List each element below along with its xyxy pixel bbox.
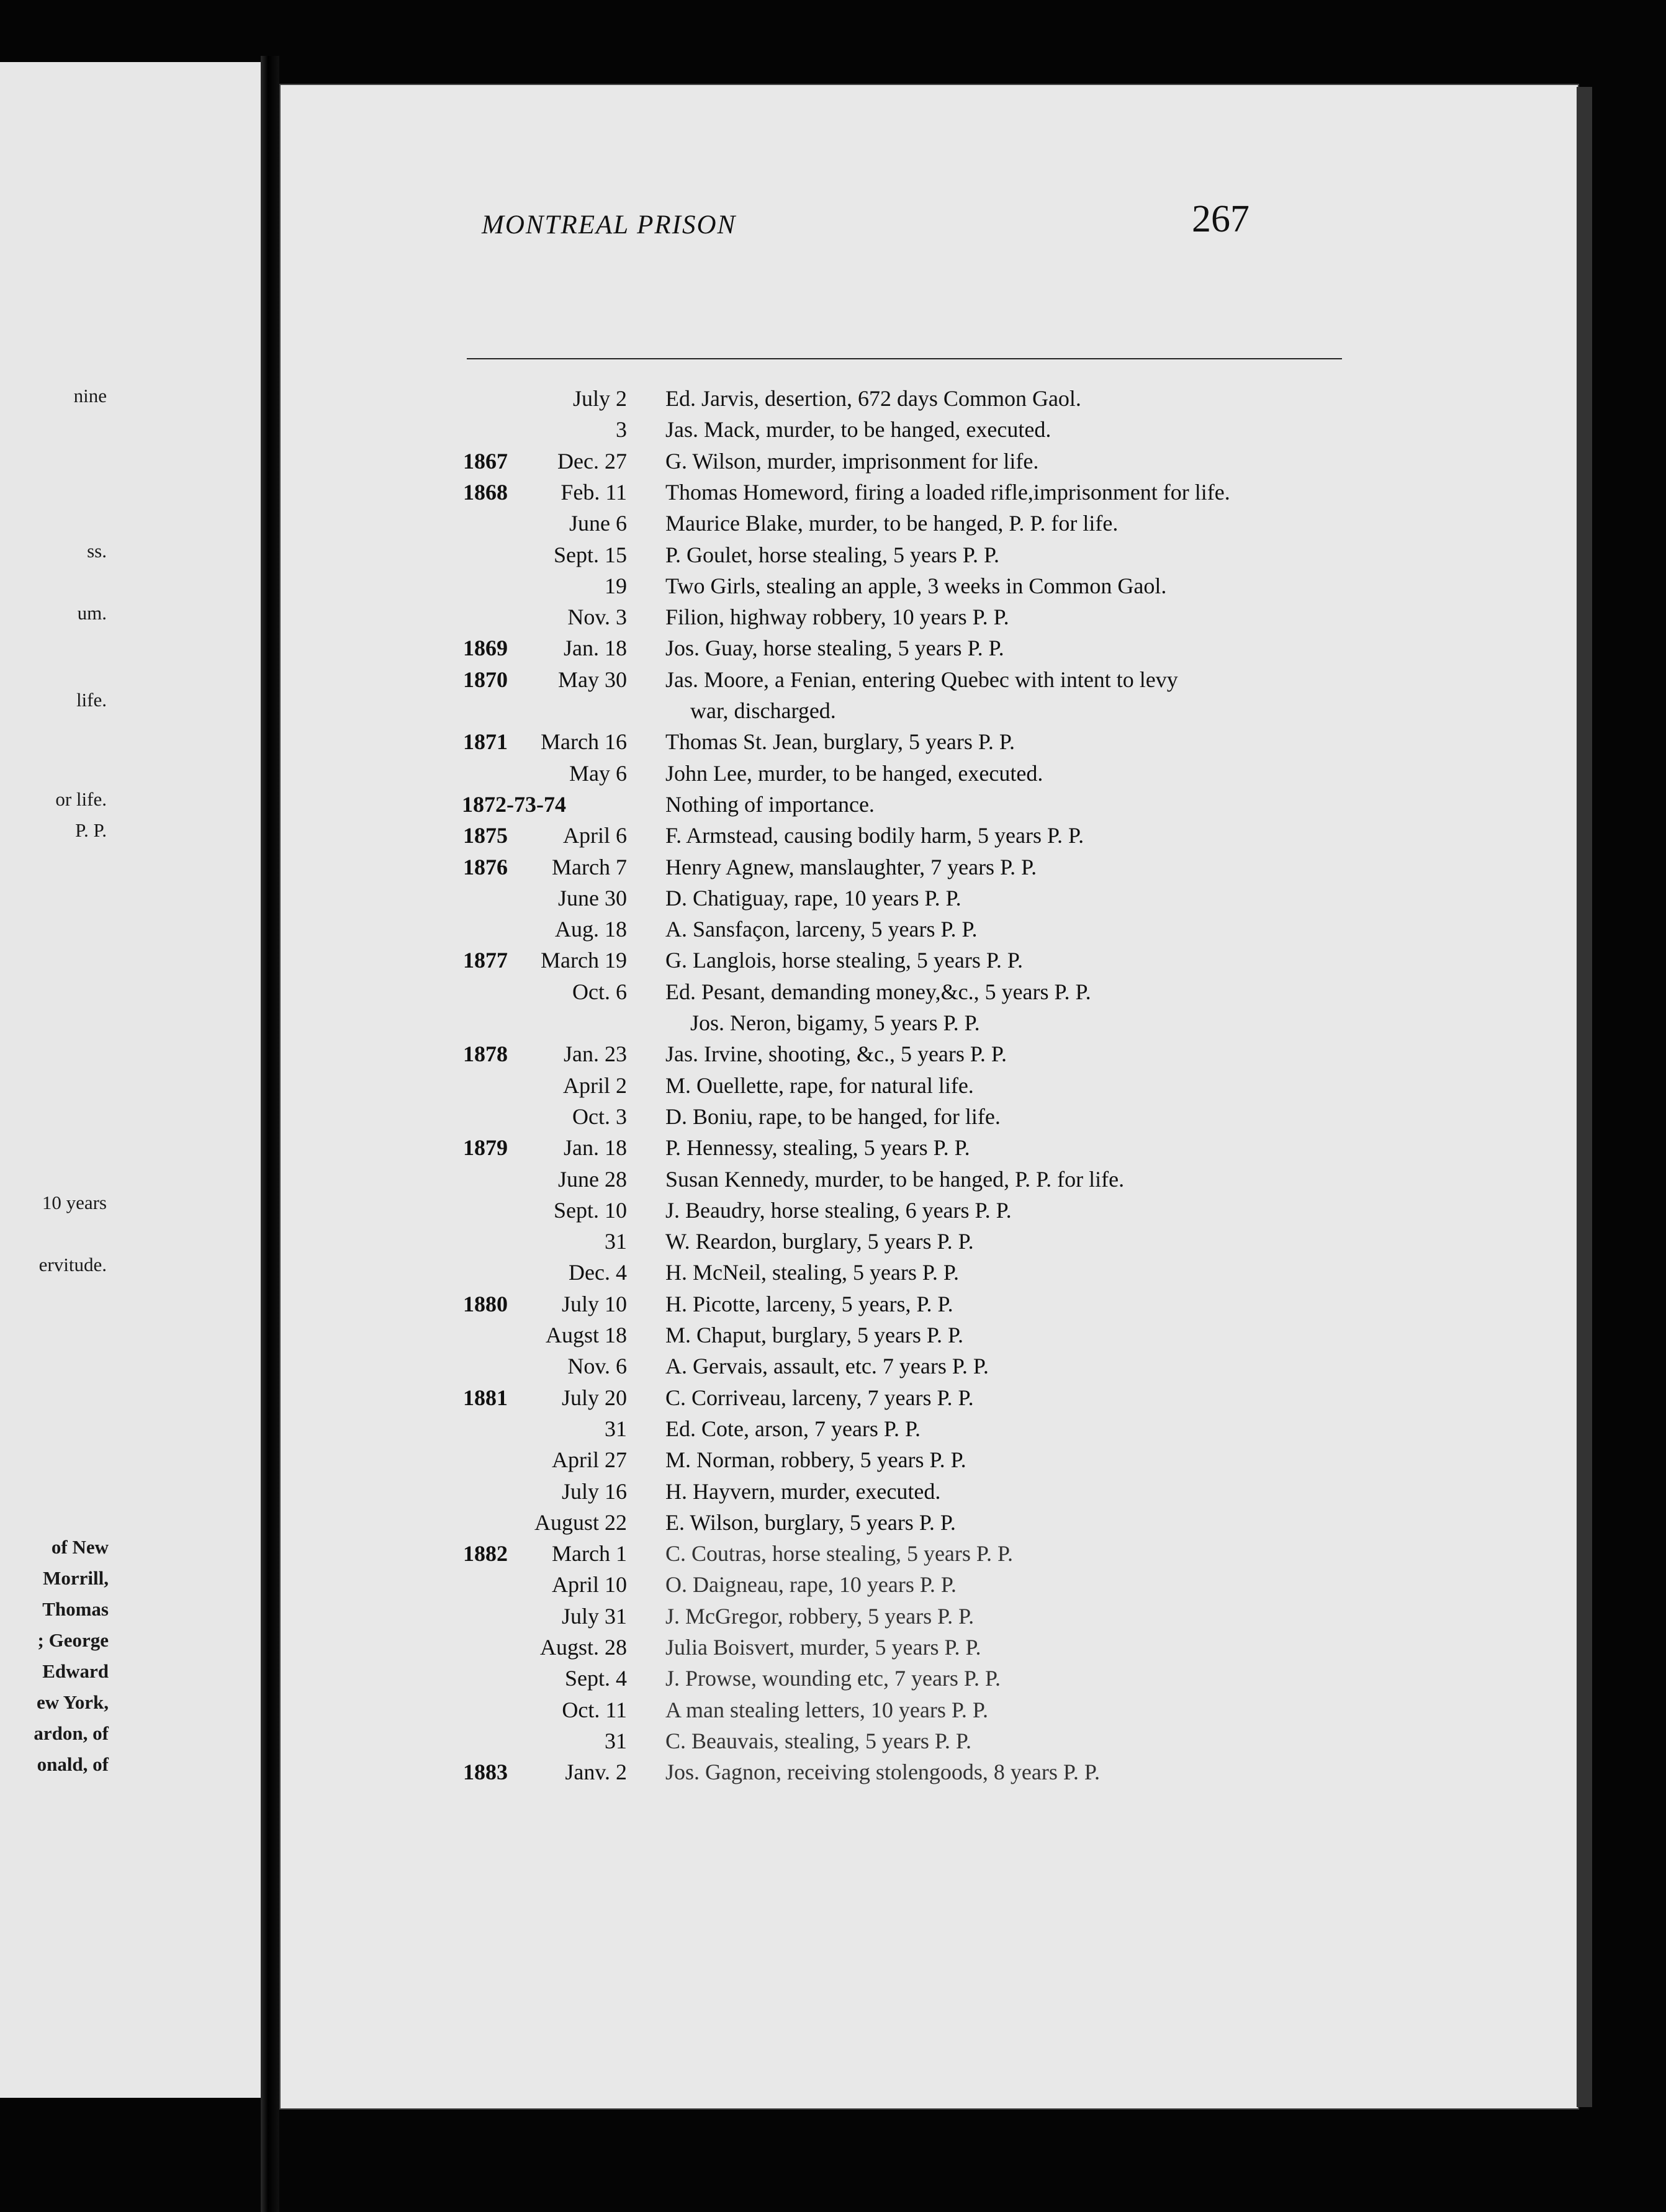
record-text: F. Armstead, causing bodily harm, 5 years P. P. — [665, 823, 1084, 848]
record-text: John Lee, murder, to be hanged, executed. — [665, 761, 1043, 786]
record-date: Dec. 27 — [557, 449, 627, 474]
record-date: June 30 — [558, 886, 627, 910]
record-text: Jos. Gagnon, receiving stolengoods, 8 years P. P. — [665, 1760, 1100, 1784]
record-year: 1872-73-74 — [462, 792, 566, 817]
record-date: March 16 — [541, 729, 627, 754]
record-text: Filion, highway robbery, 10 years P. P. — [665, 605, 1009, 629]
record-date: Nov. 3 — [567, 605, 627, 629]
record-date: Oct. 11 — [562, 1697, 627, 1722]
record-text: Thomas Homeword, firing a loaded rifle,imprisonment for life. — [665, 480, 1230, 505]
record-date: July 16 — [561, 1479, 627, 1504]
record-date: Jan. 18 — [564, 1135, 627, 1160]
record-year: 1879 — [463, 1135, 508, 1160]
left-fragment: 10 years — [42, 1192, 107, 1213]
record-date: Oct. 6 — [572, 979, 627, 1004]
left-fragment: ardon, of — [34, 1722, 109, 1744]
record-text: A. Sansfaçon, larceny, 5 years P. P. — [665, 917, 978, 942]
record-text: O. Daigneau, rape, 10 years P. P. — [665, 1572, 957, 1597]
left-fragment: um. — [77, 602, 107, 624]
record-year: 1875 — [463, 823, 508, 848]
left-fragment: ; George — [37, 1629, 109, 1651]
record-text: Thomas St. Jean, burglary, 5 years P. P. — [665, 729, 1015, 754]
record-year: 1881 — [463, 1385, 508, 1410]
record-text: G. Langlois, horse stealing, 5 years P. P. — [665, 948, 1023, 973]
record-date: Jan. 23 — [564, 1041, 627, 1066]
record-text: Ed. Pesant, demanding money,&c., 5 years P. P. — [665, 979, 1091, 1004]
record-text: P. Goulet, horse stealing, 5 years P. P. — [665, 542, 999, 567]
record-text: G. Wilson, murder, imprisonment for life. — [665, 449, 1039, 474]
record-text: M. Norman, robbery, 5 years P. P. — [665, 1447, 966, 1472]
record-text: Nothing of importance. — [665, 792, 875, 817]
record-year: 1876 — [463, 855, 508, 879]
record-date: April 2 — [563, 1073, 627, 1098]
left-fragment: Morrill, — [43, 1567, 109, 1589]
record-date: July 20 — [561, 1385, 627, 1410]
record-year: 1871 — [463, 729, 508, 754]
left-fragment: Edward — [42, 1660, 109, 1682]
record-text: A. Gervais, assault, etc. 7 years P. P. — [665, 1354, 989, 1378]
record-text: D. Chatiguay, rape, 10 years P. P. — [665, 886, 961, 910]
record-date: July 10 — [561, 1292, 627, 1316]
record-text: H. Picotte, larceny, 5 years, P. P. — [665, 1292, 953, 1316]
record-text: war, discharged. — [690, 698, 836, 723]
record-date: Janv. 2 — [565, 1760, 627, 1784]
record-text: M. Chaput, burglary, 5 years P. P. — [665, 1323, 963, 1347]
record-date: June 6 — [569, 511, 627, 536]
record-date: May 30 — [558, 667, 627, 692]
record-text: Jas. Moore, a Fenian, entering Quebec with intent to levy — [665, 667, 1178, 692]
left-fragment: or life. — [55, 788, 107, 810]
record-year: 1878 — [463, 1041, 508, 1066]
left-fragment: of New — [51, 1536, 109, 1558]
page-number: 267 — [1192, 198, 1250, 240]
record-date: July 31 — [561, 1604, 627, 1629]
record-year: 1867 — [463, 449, 508, 474]
record-text: Two Girls, stealing an apple, 3 weeks in Common Gaol. — [665, 573, 1167, 598]
record-date: Sept. 10 — [553, 1198, 627, 1223]
record-text: Julia Boisvert, murder, 5 years P. P. — [665, 1635, 981, 1660]
record-date: 31 — [605, 1229, 627, 1254]
record-text: Jas. Irvine, shooting, &c., 5 years P. P. — [665, 1041, 1007, 1066]
record-text: Jas. Mack, murder, to be hanged, executed. — [665, 417, 1051, 442]
record-year: 1883 — [463, 1760, 508, 1784]
left-fragment: ss. — [87, 540, 107, 562]
record-date: Augst. 28 — [539, 1635, 627, 1660]
record-year: 1880 — [463, 1292, 508, 1316]
record-date: April 27 — [552, 1447, 627, 1472]
record-date: Dec. 4 — [569, 1260, 627, 1285]
record-date: 31 — [605, 1416, 627, 1441]
record-date: March 1 — [552, 1541, 627, 1566]
record-year: 1868 — [463, 480, 508, 505]
left-fragment: ew York, — [37, 1691, 109, 1713]
record-text: Susan Kennedy, murder, to be hanged, P. P. for life. — [665, 1167, 1125, 1192]
left-fragment: Thomas — [42, 1598, 109, 1620]
record-date: Aug. 18 — [555, 917, 627, 942]
record-date: Oct. 3 — [572, 1104, 627, 1129]
record-text: Maurice Blake, murder, to be hanged, P. P. for life. — [665, 511, 1119, 536]
record-date: April 6 — [563, 823, 627, 848]
record-date: June 28 — [558, 1167, 627, 1192]
record-text: Ed. Jarvis, desertion, 672 days Common Gaol. — [665, 386, 1081, 411]
record-text: Jos. Neron, bigamy, 5 years P. P. — [690, 1010, 980, 1035]
record-date: May 6 — [569, 761, 627, 786]
record-date: Sept. 15 — [553, 542, 627, 567]
record-date: Sept. 4 — [564, 1666, 627, 1691]
record-text: W. Reardon, burglary, 5 years P. P. — [665, 1229, 974, 1254]
record-year: 1869 — [463, 636, 508, 660]
record-date: July 2 — [572, 386, 627, 411]
record-date: March 19 — [541, 948, 627, 973]
record-text: J. Beaudry, horse stealing, 6 years P. P. — [665, 1198, 1012, 1223]
record-date: Nov. 6 — [567, 1354, 627, 1378]
record-date: March 7 — [552, 855, 627, 879]
record-date: August 22 — [534, 1510, 627, 1535]
record-text: C. Coutras, horse stealing, 5 years P. P. — [665, 1541, 1013, 1566]
record-text: M. Ouellette, rape, for natural life. — [665, 1073, 974, 1098]
left-fragment: life. — [76, 689, 107, 711]
record-text: C. Corriveau, larceny, 7 years P. P. — [665, 1385, 974, 1410]
record-text: D. Boniu, rape, to be hanged, for life. — [665, 1104, 1001, 1129]
record-text: Jos. Guay, horse stealing, 5 years P. P. — [665, 636, 1004, 660]
record-year: 1882 — [463, 1541, 508, 1566]
left-fragment: ervitude. — [38, 1254, 107, 1275]
record-text: H. McNeil, stealing, 5 years P. P. — [665, 1260, 959, 1285]
record-date: Augst 18 — [545, 1323, 627, 1347]
record-text: A man stealing letters, 10 years P. P. — [665, 1697, 988, 1722]
record-year: 1870 — [463, 667, 508, 692]
record-date: Jan. 18 — [564, 636, 627, 660]
record-text: Henry Agnew, manslaughter, 7 years P. P. — [665, 855, 1037, 879]
record-date: 19 — [605, 573, 627, 598]
left-fragment: onald, of — [37, 1753, 109, 1775]
record-text: J. Prowse, wounding etc, 7 years P. P. — [665, 1666, 1001, 1691]
record-date: 3 — [616, 417, 627, 442]
record-year: 1877 — [463, 948, 508, 973]
record-date: 31 — [605, 1729, 627, 1753]
record-text: E. Wilson, burglary, 5 years P. P. — [665, 1510, 956, 1535]
record-text: P. Hennessy, stealing, 5 years P. P. — [665, 1135, 970, 1160]
record-date: Feb. 11 — [561, 480, 627, 505]
running-title: MONTREAL PRISON — [482, 210, 737, 240]
record-text: H. Hayvern, murder, executed. — [665, 1479, 941, 1504]
left-fragment: nine — [73, 385, 107, 407]
record-text: J. McGregor, robbery, 5 years P. P. — [665, 1604, 975, 1629]
record-text: C. Beauvais, stealing, 5 years P. P. — [665, 1729, 971, 1753]
record-date: April 10 — [552, 1572, 627, 1597]
left-fragment: P. P. — [75, 819, 107, 841]
record-text: Ed. Cote, arson, 7 years P. P. — [665, 1416, 921, 1441]
